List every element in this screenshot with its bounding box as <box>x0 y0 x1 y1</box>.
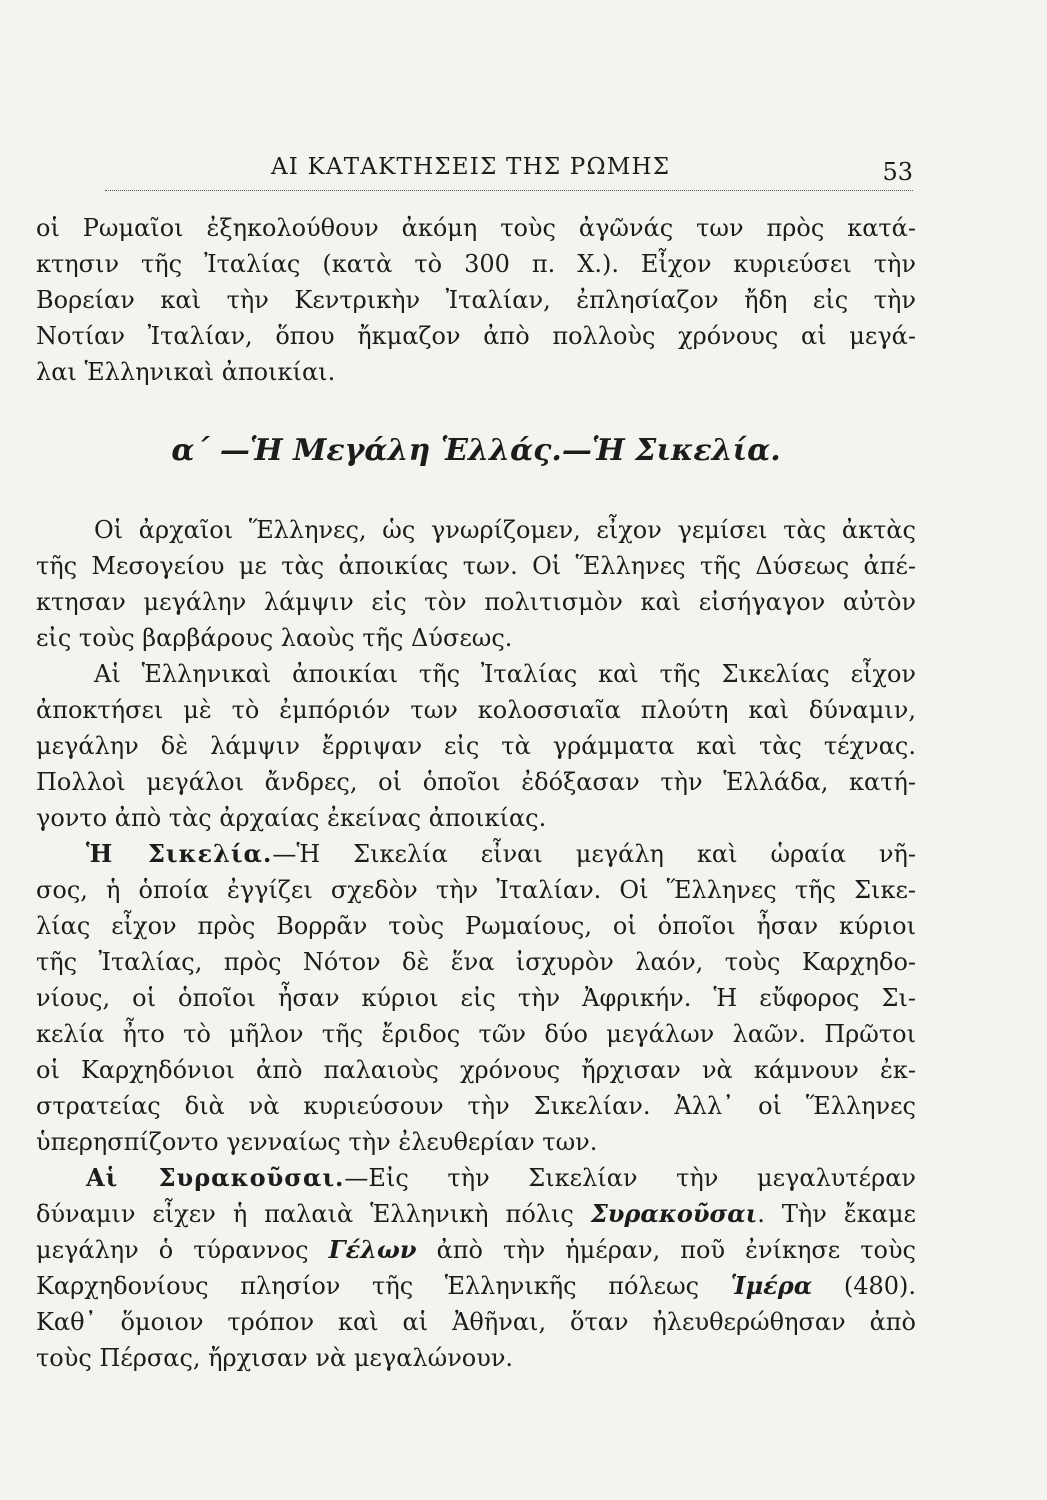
text-line: οἱ Καρχηδόνιοι ἀπὸ παλαιοὺς χρόνους ἤρχισαν νὰ κάμνουν ἐκ- <box>36 1056 916 1084</box>
running-title: ΑΙ ΚΑΤΑΚΤΗΣΕΙΣ ΤΗΣ ΡΩΜΗΣ <box>271 154 671 180</box>
text-span: —Ἡ Σικελία εἶναι μεγάλη καὶ ὡραία νῆ- <box>272 840 916 868</box>
emphasis-himera: Ἱμέρα <box>730 1271 813 1300</box>
text-span: —Εἰς τὴν Σικελίαν τὴν μεγαλυτέραν <box>344 1164 916 1192</box>
intro-paragraph <box>36 210 916 390</box>
text-line: στρατείας διὰ νὰ κυριεύσουν τὴν Σικελίαν. Ἀλλ᾽ οἱ Ἕλληνες <box>36 1092 916 1120</box>
body-text <box>36 210 916 1376</box>
text-line <box>36 1232 916 1268</box>
text-line: γοντο ἀπὸ τὰς ἀρχαίας ἐκείνας ἀποικίας. <box>36 804 547 832</box>
text-line: εἰς τοὺς βαρβάρους λαοὺς τῆς Δύσεως. <box>36 624 513 652</box>
syracuse-subheading: Αἱ Συρακοῦσαι. <box>86 1163 345 1192</box>
text-line <box>36 1268 916 1304</box>
text-line: κτησιν τῆς Ἰταλίας (κατὰ τὸ 300 π. Χ.). Εἶχον κυριεύσει τὴν <box>36 250 916 278</box>
text-line: Αἱ Ἑλληνικαὶ ἀποικίαι τῆς Ἰταλίας καὶ τῆς Σικελίας εἶχον <box>94 660 916 688</box>
text-line: σος, ἡ ὁποία ἐγγίζει σχεδὸν τὴν Ἰταλίαν. Οἱ Ἕλληνες τῆς Σικε- <box>36 876 916 904</box>
text-line: Βορείαν καὶ τὴν Κεντρικὴν Ἰταλίαν, ἐπλησίαζον ἤδη εἰς τὴν <box>36 286 916 314</box>
text-line: μεγάλην δὲ λάμψιν ἔρριψαν εἰς τὰ γράμματα καὶ τὰς τέχνας. <box>36 732 916 760</box>
text-line <box>36 1196 916 1232</box>
text-line: λαι Ἑλληνικαὶ ἀποικίαι. <box>36 358 336 386</box>
text-line: ἀποκτήσει μὲ τὸ ἐμπόριόν των κολοσσιαῖα πλούτη καὶ δύναμιν, <box>36 696 916 724</box>
sicily-subheading: Ἡ Σικελία. <box>86 839 273 868</box>
text-line: οἱ Ρωμαῖοι ἐξηκολούθουν ἀκόμη τοὺς ἀγῶνάς των πρὸς κατά- <box>36 214 916 242</box>
paragraph-colonies-wealth <box>36 656 916 836</box>
text-span: δύναμιν εἶχεν ἡ παλαιὰ Ἑλληνικὴ πόλις <box>36 1200 591 1228</box>
text-line <box>36 1160 916 1196</box>
text-line: τῆς Μεσογείου με τὰς ἀποικίας των. Οἱ Ἕλληνες τῆς Δύσεως ἀπέ- <box>36 552 916 580</box>
text-line: λίας εἶχον πρὸς Βορρᾶν τοὺς Ρωμαίους, οἱ ὁποῖοι ἦσαν κύριοι <box>36 912 916 940</box>
text-line: Οἱ ἀρχαῖοι Ἕλληνες, ὡς γνωρίζομεν, εἶχον γεμίσει τὰς ἀκτὰς <box>94 516 916 544</box>
text-line: Νοτίαν Ἰταλίαν, ὅπου ἤκμαζον ἀπὸ πολλοὺς χρόνους αἱ μεγά- <box>36 322 916 350</box>
paragraph-greek-colonies <box>36 512 916 656</box>
text-span: (480). <box>812 1272 916 1300</box>
text-line: κελία ἦτο τὸ μῆλον τῆς ἔριδος τῶν δύο μεγάλων λαῶν. Πρῶτοι <box>36 1020 916 1048</box>
text-span: Καρχηδονίους πλησίον τῆς Ἑλληνικῆς πόλεως <box>36 1272 731 1300</box>
text-line: Καθ᾽ ὅμοιον τρόπον καὶ αἱ Ἀθῆναι, ὅταν ἠλευθερώθησαν ἀπὸ <box>36 1308 916 1336</box>
text-line: Πολλοὶ μεγάλοι ἄνδρες, οἱ ὁποῖοι ἐδόξασαν τὴν Ἑλλάδα, κατή- <box>36 768 916 796</box>
text-span: μεγάλην ὁ τύραννος <box>36 1236 329 1264</box>
text-span: . Τὴν ἔκαμε <box>757 1200 916 1228</box>
section-heading: α΄ —Ἡ Μεγάλη Ἑλλάς.—Ἡ Σικελία. <box>171 433 781 468</box>
page-header <box>105 150 913 191</box>
text-span: ἀπὸ τὴν ἡμέραν, ποῦ ἐνίκησε τοὺς <box>416 1236 916 1264</box>
text-line: κτησαν μεγάλην λάμψιν εἰς τὸν πολιτισμὸν καὶ εἰσήγαγον αὐτὸν <box>36 588 916 616</box>
text-line: τῆς Ἰταλίας, πρὸς Νότον δὲ ἕνα ἰσχυρὸν λαόν, τοὺς Καρχηδο- <box>36 948 916 976</box>
emphasis-gelon: Γέλων <box>328 1235 417 1264</box>
text-line: τοὺς Πέρσας, ἤρχισαν νὰ μεγαλώνουν. <box>36 1344 514 1372</box>
emphasis-syracuse: Συρακοῦσαι <box>590 1199 758 1228</box>
page-number: 53 <box>882 158 913 186</box>
paragraph-syracuse <box>36 1160 916 1376</box>
text-line: ὑπερησπίζοντο γενναίως τὴν ἐλευθερίαν των. <box>36 1128 598 1156</box>
text-line <box>36 836 916 872</box>
paragraph-sicily <box>36 836 916 1160</box>
text-line: νίους, οἱ ὁποῖοι ἦσαν κύριοι εἰς τὴν Ἀφρικήν. Ἡ εὔφορος Σι- <box>36 984 916 1012</box>
